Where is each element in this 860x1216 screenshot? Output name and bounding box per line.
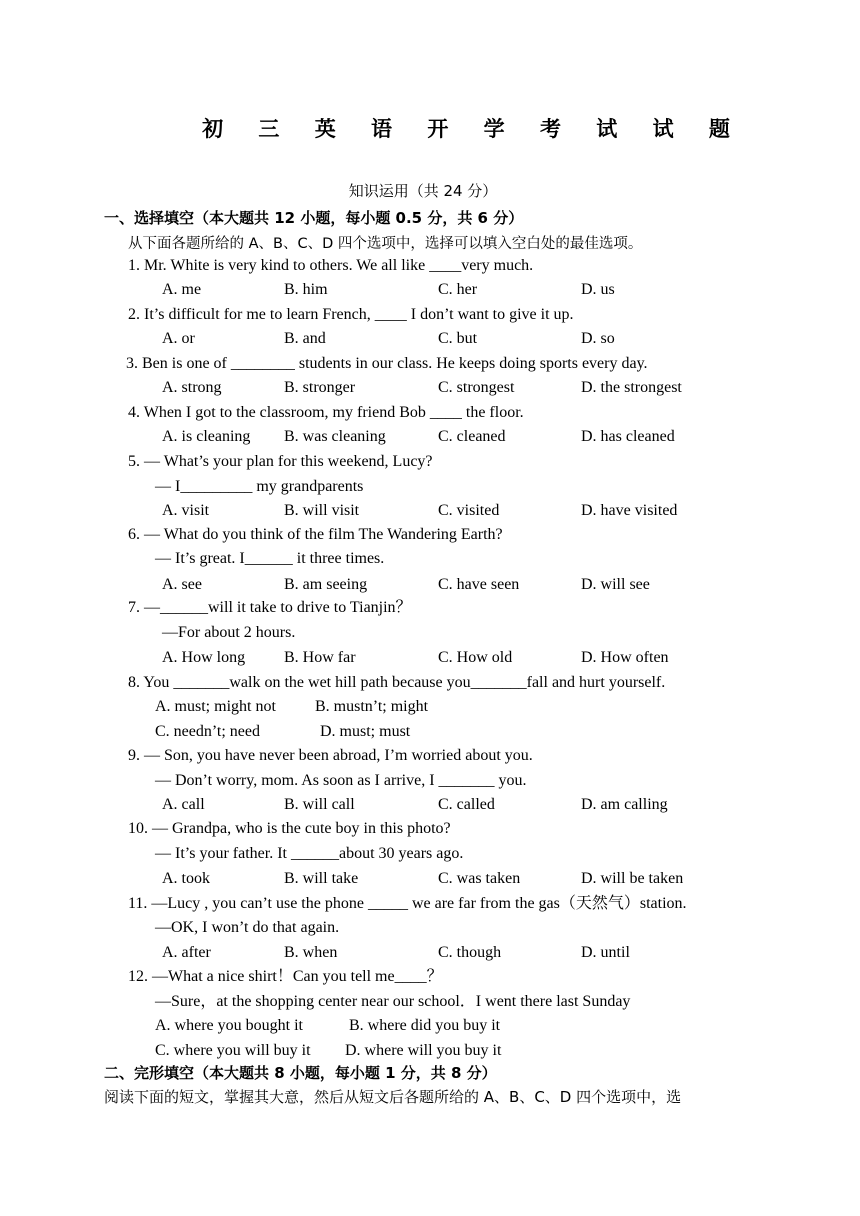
question-11-reply: —OK, I won’t do that again. (155, 919, 340, 936)
question-8: 8. You _______walk on the wet hill path because you_______fall and hurt yourself. (128, 674, 666, 691)
question-6-reply: — It’s great. I______ it three times. (155, 550, 385, 567)
question-9-reply: — Don’t worry, mom. As soon as I arrive, I _______ you. (155, 772, 527, 789)
q3-option-b: B. stronger (284, 379, 356, 396)
q2-option-d: D. so (581, 330, 615, 347)
question-12: 12. —What a nice shirt！Can you tell me____？ (128, 968, 443, 985)
question-5-reply: — I_________ my grandparents (155, 478, 364, 495)
q4-option-d: D. has cleaned (581, 428, 675, 445)
q9-option-c: C. called (438, 796, 495, 813)
question-11: 11. —Lucy , you can’t use the phone _____ we are far from the gas（天然气）station. (128, 895, 687, 912)
q6-option-d: D. will see (581, 576, 650, 593)
q7-option-a: A. How long (162, 649, 246, 666)
question-10-reply: — It’s your father. It ______about 30 years ago. (155, 845, 464, 862)
q7-option-c: C. How old (438, 649, 513, 666)
q10-option-d: D. will be taken (581, 870, 684, 887)
q9-option-d: D. am calling (581, 796, 668, 813)
q7-option-b: B. How far (284, 649, 356, 666)
q12-option-d: D. where will you buy it (345, 1042, 502, 1059)
q10-option-a: A. took (162, 870, 210, 887)
q6-option-b: B. am seeing (284, 576, 368, 593)
question-4: 4. When I got to the classroom, my friend Bob ____ the floor. (128, 404, 524, 421)
q8-option-d: D. must; must (320, 723, 411, 740)
question-12-reply: —Sure，at the shopping center near our school．I went there last Sunday (155, 993, 631, 1010)
section-subtitle: 知识运用（共 24 分） (348, 182, 498, 200)
question-3: 3. Ben is one of ________ students in our class. He keeps doing sports every day. (126, 355, 648, 372)
section2-heading: 二、完形填空（本大题共 8 小题，每小题 1 分，共 8 分） (104, 1064, 497, 1082)
q11-option-c: C. though (438, 944, 502, 961)
q3-option-d: D. the strongest (581, 379, 682, 396)
q11-option-b: B. when (284, 944, 338, 961)
q12-option-b: B. where did you buy it (349, 1017, 501, 1034)
section1-instruction: 从下面各题所给的 A、B、C、D 四个选项中，选择可以填入空白处的最佳选项。 (128, 236, 643, 252)
q4-option-c: C. cleaned (438, 428, 506, 445)
question-2: 2. It’s difficult for me to learn French, ____ I don’t want to give it up. (128, 306, 574, 323)
q12-option-a: A. where you bought it (155, 1017, 303, 1034)
question-10: 10. — Grandpa, who is the cute boy in this photo? (128, 820, 451, 837)
q5-option-b: B. will visit (284, 502, 360, 519)
q1-option-d: D. us (581, 281, 615, 298)
question-7: 7. —______will it take to drive to Tianjin？ (128, 599, 412, 616)
q1-option-a: A. me (162, 281, 202, 298)
q12-option-c: C. where you will buy it (155, 1042, 311, 1059)
q1-option-b: B. him (284, 281, 328, 298)
q1-option-c: C. her (438, 281, 478, 298)
q5-option-d: D. have visited (581, 502, 678, 519)
question-6: 6. — What do you think of the film The Wandering Earth? (128, 526, 503, 543)
q9-option-a: A. call (162, 796, 205, 813)
question-1: 1. Mr. White is very kind to others. We all like ____very much. (128, 257, 534, 274)
q10-option-b: B. will take (284, 870, 359, 887)
q5-option-c: C. visited (438, 502, 500, 519)
q10-option-c: C. was taken (438, 870, 521, 887)
q6-option-c: C. have seen (438, 576, 520, 593)
question-7-reply: —For about 2 hours. (162, 624, 296, 641)
q4-option-a: A. is cleaning (162, 428, 251, 445)
q6-option-a: A. see (162, 576, 202, 593)
q8-option-c: C. needn’t; need (155, 723, 261, 740)
q11-option-d: D. until (581, 944, 630, 961)
q8-option-a: A. must; might not (155, 698, 276, 715)
q2-option-b: B. and (284, 330, 326, 347)
q2-option-c: C. but (438, 330, 478, 347)
q11-option-a: A. after (162, 944, 211, 961)
section2-instruction: 阅读下面的短文，掌握其大意，然后从短文后各题所给的 A、B、C、D 四个选项中，选 (104, 1088, 682, 1106)
q9-option-b: B. will call (284, 796, 355, 813)
q5-option-a: A. visit (162, 502, 210, 519)
q3-option-c: C. strongest (438, 379, 515, 396)
section1-heading: 一、选择填空（本大题共 12 小题，每小题 0.5 分，共 6 分） (104, 209, 524, 227)
q3-option-a: A. strong (162, 379, 222, 396)
q2-option-a: A. or (162, 330, 195, 347)
question-5: 5. — What’s your plan for this weekend, Lucy? (128, 453, 433, 470)
question-9: 9. — Son, you have never been abroad, I’m worried about you. (128, 747, 533, 764)
page-title: 初 三 英 语 开 学 考 试 试 题 (202, 116, 744, 141)
q7-option-d: D. How often (581, 649, 669, 666)
q8-option-b: B. mustn’t; might (315, 698, 429, 715)
q4-option-b: B. was cleaning (284, 428, 386, 445)
